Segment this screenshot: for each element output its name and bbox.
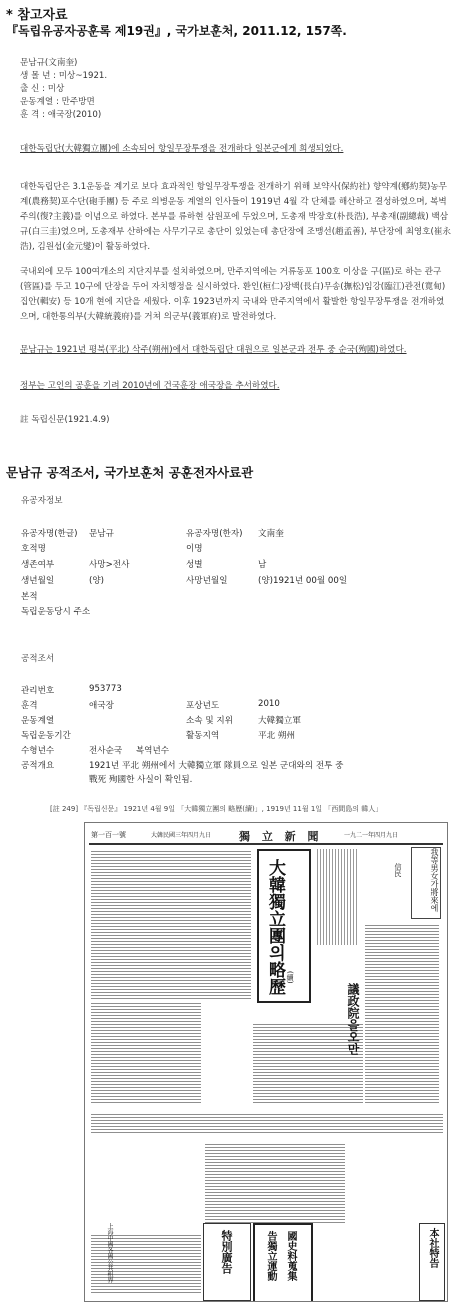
- cell-value: 애국장: [89, 701, 114, 711]
- table-row: [21, 684, 451, 698]
- cell-label: 성별: [186, 560, 203, 570]
- summary-line: 대한독립단(大韓獨立團)에 소속되어 항일무장투쟁을 전개하다 일본군에게 희생되었다.: [20, 144, 344, 154]
- cell-label: 활동지역: [186, 731, 220, 741]
- headline-sub: (續): [286, 971, 294, 984]
- bio-movement: 운동계열 : 만주방면: [20, 97, 95, 107]
- cell-value: 953773: [89, 684, 122, 694]
- paragraph-1: 대한독립단은 3.1운동을 계기로 보다 효과적인 항일무장투쟁을 전개하기 위해 보약사(保約社) 향약계(鄕約契)농무계(農務契)포수단(砲手團) 등 주로 의병운동 계열의 인사들이 1919년 4월 각 단체를 해산하고 결성하였으며, 복벽주의(復?主義)를 이념으로 하였다. 본부를 류하현 삼원포에 두었으며, 도총재 박장호(朴長浩), 부총재(副總裁) 백삼규(白三圭)였으며, 도총재부 산하에는 사무기구로 총단이 있었는데 총단장에 조맹선(趙孟善), 부단장에 최영호(崔永浩), 김원섭(金元燮)이 활동하였다.: [20, 182, 452, 252]
- cell-label: 관리번호: [21, 686, 55, 696]
- table-row: [21, 699, 451, 713]
- table-row: [21, 574, 451, 588]
- column-heading: 我等男女가將來에: [430, 848, 439, 912]
- bio-name: 문남규(文南奎): [20, 58, 78, 68]
- masthead: 獨 立 新 聞: [239, 830, 323, 843]
- history-ad-box: [253, 1223, 313, 1302]
- cell-label: 본적: [21, 592, 38, 602]
- cell-label: 이명: [186, 544, 203, 554]
- cell-label: 독립운동기간: [21, 731, 71, 741]
- cell-label: 소속 및 지위: [186, 716, 233, 726]
- cell-label: 운동계열: [21, 716, 55, 726]
- headline-box: [257, 849, 311, 1003]
- side-notice-box: [419, 1223, 445, 1301]
- cell-value: 문남규: [89, 529, 114, 539]
- table-row: [21, 527, 451, 541]
- table-row: [21, 773, 451, 787]
- cell-label: 유공자명(한글): [21, 529, 78, 539]
- table-row: [21, 542, 451, 556]
- cell-value: 戰死 殉國한 사실이 확인됨.: [89, 775, 193, 785]
- history-ad-sub: 告獨立運動: [265, 1231, 276, 1281]
- newspaper-image: [84, 822, 448, 1302]
- column-text: [411, 847, 441, 919]
- award-line: 정부는 고인의 공훈을 기려 2010년에 건국훈장 애국장을 추서하였다.: [20, 381, 280, 391]
- paragraph-2: 국내외에 모두 100여개소의 지단지부를 설치하였으며, 만주지역에는 거류동포 100호 이상을 구(區)로 하는 관구(管區)를 두고 10구에 단장을 두어 자치행정을 실시하였다. 환인(桓仁)장백(長白)무송(撫松)임강(臨江)관전(寬甸)집안(輯安) 등 10개 현에 지단을 세웠다. 이후 1923년까지 국내와 만주지역에서 활발한 항일무장투쟁을 전개하였으며, 대한통의부(大韓統義府)를 거쳐 의군부(義軍府)로 발전하였다.: [20, 267, 446, 322]
- cell-label: 포상년도: [186, 701, 220, 711]
- masthead-band: [89, 827, 443, 845]
- cell-label: 훈격: [21, 701, 38, 711]
- column-sub: 信民: [394, 863, 402, 877]
- cell-label: 생년월일: [21, 576, 55, 586]
- table-row: [21, 714, 451, 728]
- issue-number: 第一百一號: [91, 831, 126, 839]
- cell-value: 文南奎: [258, 529, 284, 539]
- record-title: 문남규 공적조서, 국가보훈처 공훈전자사료관: [6, 465, 254, 480]
- bio-award: 훈 격 : 애국장(2010): [20, 110, 102, 120]
- history-ad-title: 國史料蒐集: [285, 1231, 296, 1281]
- table-row: [21, 590, 451, 604]
- special-ad-box: [203, 1223, 251, 1301]
- bio-lifespan: 생 몰 년 : 미상~1921.: [20, 71, 108, 81]
- side-notice: 本社特告: [427, 1228, 438, 1268]
- special-ad-title: 特別廣告: [220, 1230, 233, 1274]
- title-marker: *: [6, 8, 13, 23]
- caption: [註 249] 『독립신문』 1921년 4월 9일 「大韓獨立團의 略歷(續)」, 1919년 11월 1일 「西間島의 韓人」: [50, 805, 383, 813]
- issue-date-right: 一九二一年四月九日: [344, 832, 399, 839]
- cell-value: 사망>전사: [89, 560, 130, 570]
- editorial-heading: 議政院을오만: [346, 983, 360, 1055]
- death-line: 문남규는 1921년 평북(平北) 삭주(朔州)에서 대한독립단 대원으로 일본군과 전투 중 순국(殉國)하였다.: [20, 345, 407, 355]
- cell-value: 2010: [258, 699, 280, 709]
- headline: 大韓獨立團의略歷: [265, 859, 285, 995]
- cell-label: 유공자명(한자): [186, 529, 243, 539]
- cell-value: 전사순국 복역년수: [89, 746, 170, 756]
- cell-value: 平北 朔州: [258, 731, 296, 741]
- table-row: [21, 759, 451, 773]
- cell-value: 남: [258, 560, 267, 570]
- table-row: [21, 605, 451, 619]
- cell-value: 大韓獨立軍: [258, 716, 301, 726]
- section-title: [6, 4, 68, 23]
- table-row: [21, 558, 451, 572]
- record-header: 공적조서: [21, 654, 55, 664]
- note-line: 註 독립신문(1921.4.9): [20, 415, 110, 425]
- cell-value: 1921년 平北 朔州에서 大韓獨立軍 隊員으로 일본 군대와의 전투 중: [89, 761, 344, 771]
- cell-label: 공적개요: [21, 761, 55, 771]
- issue-date: 大韓民國三年四月九日: [151, 832, 212, 839]
- cell-label: 사망년월일: [186, 576, 228, 586]
- cell-label: 수형년수: [21, 746, 55, 756]
- title-text: 참고자료: [17, 8, 68, 23]
- info-header: 유공자정보: [21, 496, 63, 506]
- bio-origin: 출 신 : 미상: [20, 84, 65, 94]
- table-row: [21, 744, 451, 758]
- cell-value: (양): [89, 576, 105, 586]
- cell-label: 독립운동당시 주소: [21, 607, 91, 617]
- cell-label: 호적명: [21, 544, 46, 554]
- cell-value: (양)1921년 00월 00일: [258, 576, 348, 586]
- publisher-address: 上海中國各國公共租界: [106, 1223, 113, 1283]
- table-row: [21, 729, 451, 743]
- cell-label: 생존여부: [21, 560, 55, 570]
- source-citation: 『독립유공자공훈록 제19권』, 국가보훈처, 2011.12, 157쪽.: [6, 24, 347, 38]
- bio-block: [20, 57, 107, 122]
